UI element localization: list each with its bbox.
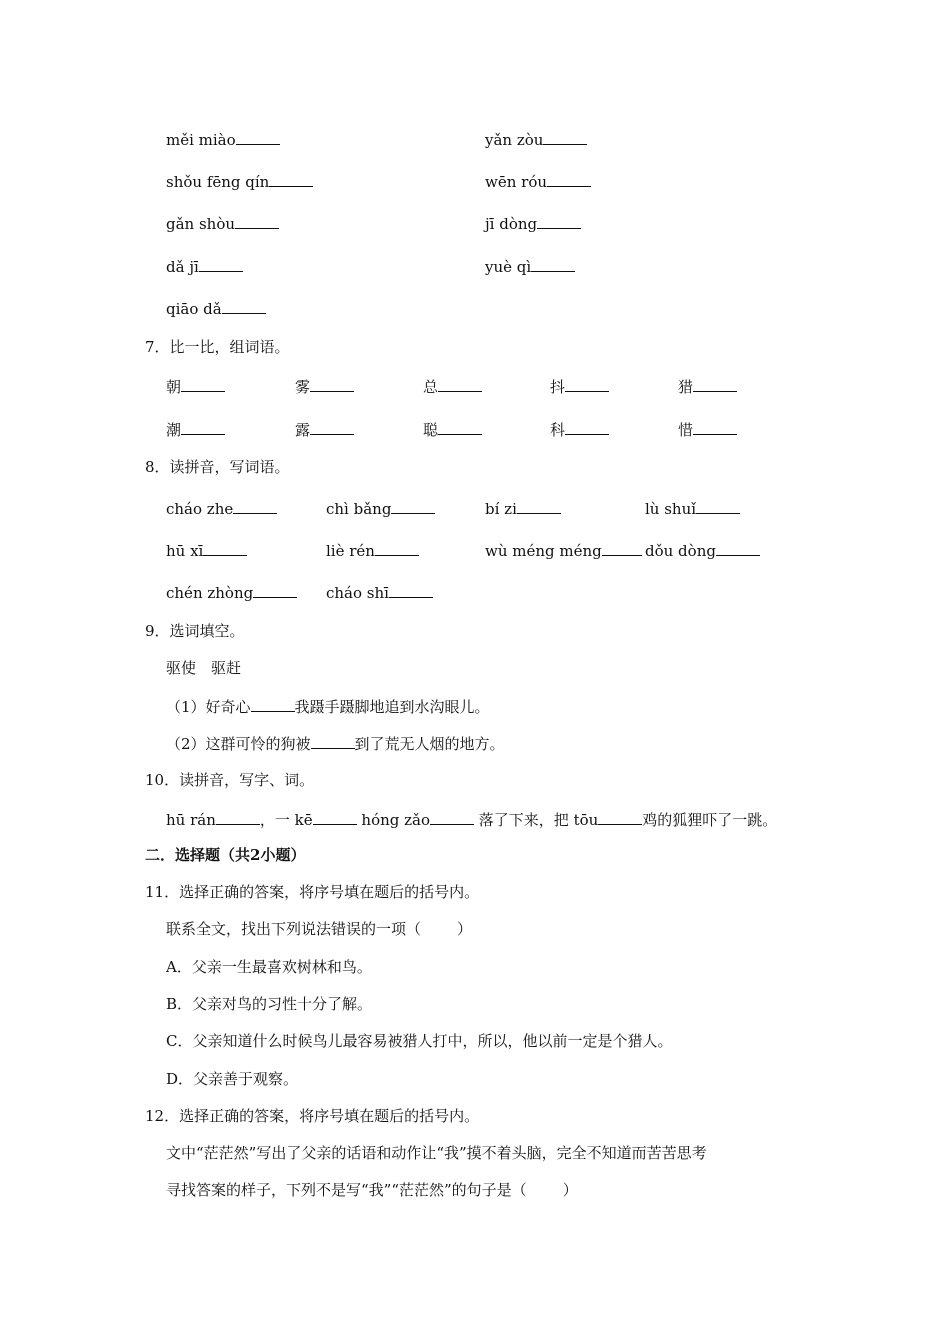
answer-blank[interactable]: [537, 212, 581, 229]
answer-blank[interactable]: [251, 695, 295, 712]
answer-blank[interactable]: [438, 375, 482, 392]
answer-blank[interactable]: [565, 375, 609, 392]
answer-blank[interactable]: [203, 539, 247, 556]
q7-row2-item: 科: [550, 418, 609, 438]
q11-option-b: B．父亲对鸟的习性十分了解。: [166, 995, 373, 1013]
q12-stem-line2: 寻找答案的样子，下列不是写“我”“茫茫然”的句子是（ ）: [166, 1181, 578, 1199]
answer-blank[interactable]: [430, 808, 474, 825]
q12-title: 12．选择正确的答案，将序号填在题后的括号内。: [145, 1107, 480, 1125]
answer-blank[interactable]: [199, 255, 243, 272]
q6-item-1: měi miào: [166, 128, 280, 148]
answer-blank[interactable]: [391, 497, 435, 514]
q11-option-a: A．父亲一生最喜欢树林和鸟。: [166, 958, 372, 976]
answer-blank[interactable]: [310, 375, 354, 392]
answer-blank[interactable]: [181, 375, 225, 392]
answer-blank[interactable]: [313, 808, 357, 825]
q6-item-5: gǎn shòu: [166, 212, 279, 232]
answer-blank[interactable]: [310, 418, 354, 435]
answer-blank[interactable]: [375, 539, 419, 556]
answer-blank[interactable]: [438, 418, 482, 435]
answer-blank[interactable]: [602, 539, 642, 556]
answer-blank[interactable]: [531, 255, 575, 272]
answer-blank[interactable]: [311, 732, 355, 749]
q8-item: bí zi: [485, 497, 561, 517]
answer-blank[interactable]: [517, 497, 561, 514]
q7-row1-item: 总: [423, 375, 482, 395]
q6-item-6: jī dòng: [485, 212, 581, 232]
q10-sentence: hū rán ，一 kē hóng zǎo 落了下来，把 tōu 鸡的狐狸吓了一跳。: [166, 808, 777, 828]
q6-item-7: dǎ jī: [166, 255, 243, 275]
q11-stem: 联系全文，找出下列说法错误的一项（ ）: [166, 920, 473, 938]
q7-row1-item: 抖: [550, 375, 609, 395]
q8-item: liè rén: [326, 539, 419, 559]
answer-blank[interactable]: [222, 297, 266, 314]
q12-stem-line1: 文中“茫茫然”写出了父亲的话语和动作让“我”摸不着头脑，完全不知道而苦苦思考: [166, 1144, 707, 1162]
q8-item: chén zhòng: [166, 581, 297, 601]
q8-item: cháo zhe: [166, 497, 277, 517]
q7-row2-item: 聪: [423, 418, 482, 438]
q7-row1-item: 猎: [678, 375, 737, 395]
answer-blank[interactable]: [598, 808, 642, 825]
q9-title: 9．选词填空。: [145, 622, 245, 640]
answer-blank[interactable]: [565, 418, 609, 435]
q9-word-choices: 驱使 驱赶: [166, 659, 242, 677]
q6-item-9: qiāo dǎ: [166, 297, 266, 317]
q9-sentence-2: （2）这群可怜的狗被 到了荒无人烟的地方。: [166, 732, 505, 752]
answer-blank[interactable]: [543, 128, 587, 145]
answer-blank[interactable]: [547, 170, 591, 187]
q8-item: dǒu dòng: [645, 539, 760, 559]
answer-blank[interactable]: [235, 212, 279, 229]
answer-blank[interactable]: [181, 418, 225, 435]
q9-sentence-1: （1）好奇心 我蹑手蹑脚地追到水沟眼儿。: [166, 695, 490, 715]
answer-blank[interactable]: [716, 539, 760, 556]
q7-row2-item: 露: [295, 418, 354, 438]
q6-item-4: wēn róu: [485, 170, 591, 190]
answer-blank[interactable]: [236, 128, 280, 145]
q8-item: wù méng méng: [485, 539, 642, 559]
q7-row2-item: 惜: [678, 418, 737, 438]
q6-item-2: yǎn zòu: [485, 128, 587, 148]
q8-item: cháo shī: [326, 581, 433, 601]
q8-title: 8．读拼音，写词语。: [145, 458, 290, 476]
q10-title: 10．读拼音，写字、词。: [145, 771, 315, 789]
q11-option-d: D．父亲善于观察。: [166, 1070, 299, 1088]
section-heading: 二．选择题（共2小题）: [145, 846, 306, 864]
q11-option-c: C．父亲知道什么时候鸟儿最容易被猎人打中，所以，他以前一定是个猎人。: [166, 1032, 673, 1050]
answer-blank[interactable]: [389, 581, 433, 598]
q8-item: chì bǎng: [326, 497, 435, 517]
q7-row2-item: 潮: [166, 418, 225, 438]
q7-row1-item: 雾: [295, 375, 354, 395]
q7-title: 7．比一比，组词语。: [145, 338, 290, 356]
answer-blank[interactable]: [233, 497, 277, 514]
answer-blank[interactable]: [693, 418, 737, 435]
answer-blank[interactable]: [253, 581, 297, 598]
q8-item: lù shuǐ: [645, 497, 740, 517]
answer-blank[interactable]: [693, 375, 737, 392]
q6-item-8: yuè qì: [485, 255, 575, 275]
q11-title: 11．选择正确的答案，将序号填在题后的括号内。: [145, 883, 480, 901]
answer-blank[interactable]: [216, 808, 260, 825]
answer-blank[interactable]: [696, 497, 740, 514]
q7-row1-item: 朝: [166, 375, 225, 395]
q6-item-3: shǒu fēng qín: [166, 170, 313, 190]
answer-blank[interactable]: [269, 170, 313, 187]
q8-item: hū xī: [166, 539, 247, 559]
